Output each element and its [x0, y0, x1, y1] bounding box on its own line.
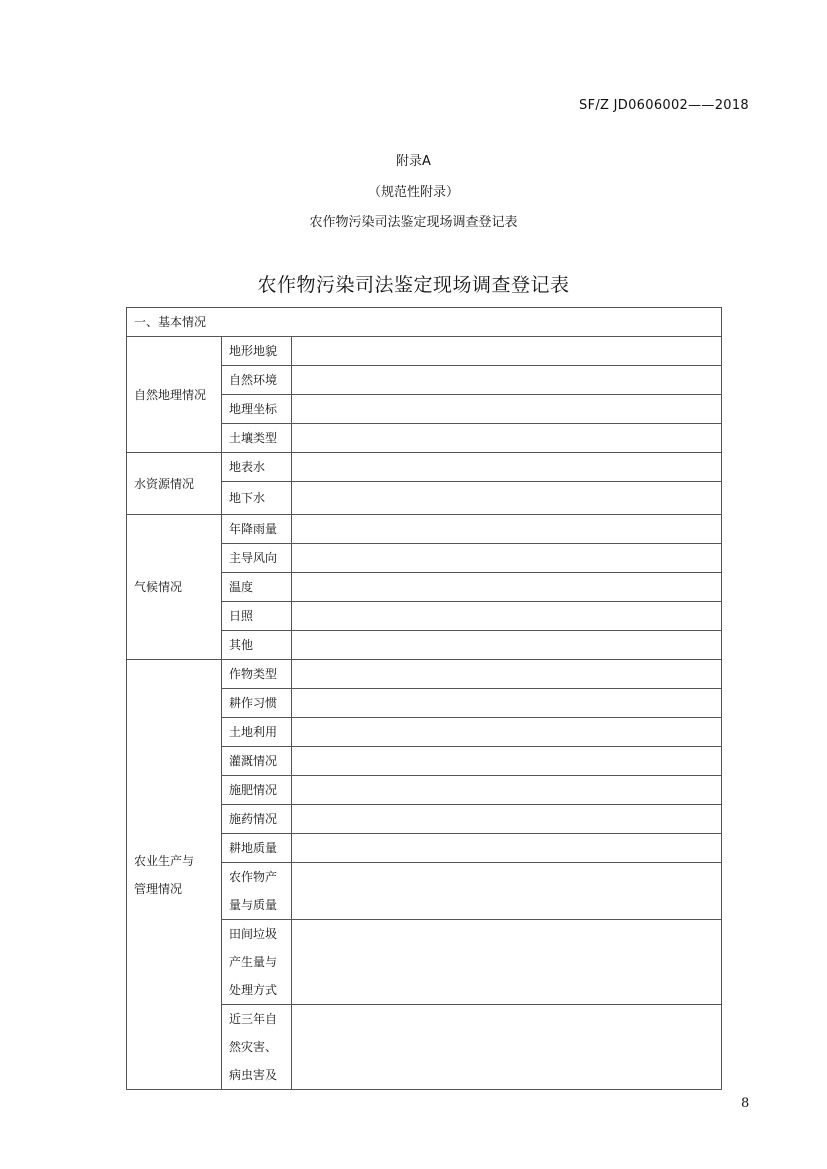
item-line: 量与质量	[229, 898, 278, 912]
item-label: 土壤类型	[222, 424, 292, 453]
value-field-annual-rainfall[interactable]	[292, 515, 722, 544]
category-water-resources: 水资源情况	[127, 453, 222, 515]
value-field-land-use[interactable]	[292, 718, 722, 747]
item-line: 近三年自	[229, 1012, 278, 1026]
value-field-crop-type[interactable]	[292, 660, 722, 689]
item-label: 地下水	[222, 482, 292, 515]
category-natural-geography: 自然地理情况	[127, 337, 222, 453]
item-line: 农作物产	[229, 870, 278, 884]
value-field-groundwater[interactable]	[292, 482, 722, 515]
item-label: 灌溉情况	[222, 747, 292, 776]
document-code: SF/Z JD0606002——2018	[579, 98, 749, 113]
registration-form-table	[126, 307, 722, 1090]
table-row	[127, 337, 722, 366]
item-label: 其他	[222, 631, 292, 660]
appendix-type: （规范性附录）	[367, 185, 459, 200]
table-row	[127, 453, 722, 482]
item-label: 主导风向	[222, 544, 292, 573]
item-label: 地形地貌	[222, 337, 292, 366]
item-label: 耕作习惯	[222, 689, 292, 718]
value-field-climate-other[interactable]	[292, 631, 722, 660]
appendix-title: 附录A	[396, 154, 431, 169]
value-field-prevailing-wind[interactable]	[292, 544, 722, 573]
item-line: 产生量与	[229, 955, 278, 969]
category-line: 管理情况	[134, 881, 183, 896]
value-field-disasters-pests[interactable]	[292, 1005, 722, 1090]
value-field-irrigation[interactable]	[292, 747, 722, 776]
item-label: 作物类型	[222, 660, 292, 689]
item-line: 然灾害、	[229, 1040, 278, 1054]
value-field-sunshine[interactable]	[292, 602, 722, 631]
item-label: 土地利用	[222, 718, 292, 747]
value-field-temperature[interactable]	[292, 573, 722, 602]
item-label: 年降雨量	[222, 515, 292, 544]
section-header: 一、基本情况	[127, 308, 722, 337]
table-row	[127, 660, 722, 689]
item-label: 施肥情况	[222, 776, 292, 805]
item-label: 温度	[222, 573, 292, 602]
form-title: 农作物污染司法鉴定现场调查登记表	[257, 274, 570, 296]
section-header-row	[127, 308, 722, 337]
item-line: 处理方式	[229, 983, 278, 997]
item-label-multiline	[222, 920, 292, 1005]
value-field-farming-habits[interactable]	[292, 689, 722, 718]
category-line: 农业生产与	[134, 853, 195, 868]
item-line: 病虫害及	[229, 1068, 278, 1082]
value-field-landform[interactable]	[292, 337, 722, 366]
value-field-soil-type[interactable]	[292, 424, 722, 453]
category-climate: 气候情况	[127, 515, 222, 660]
value-field-crop-yield-quality[interactable]	[292, 863, 722, 920]
item-label-multiline	[222, 863, 292, 920]
appendix-name: 农作物污染司法鉴定现场调查登记表	[309, 215, 518, 230]
value-field-natural-environment[interactable]	[292, 366, 722, 395]
item-label: 自然环境	[222, 366, 292, 395]
table-row	[127, 515, 722, 544]
category-agricultural-production	[127, 660, 222, 1090]
item-label: 日照	[222, 602, 292, 631]
value-field-fertilization[interactable]	[292, 776, 722, 805]
item-label: 地理坐标	[222, 395, 292, 424]
item-line: 田间垃圾	[229, 927, 278, 941]
value-field-pesticide-use[interactable]	[292, 805, 722, 834]
item-label-multiline	[222, 1005, 292, 1090]
item-label: 施药情况	[222, 805, 292, 834]
value-field-surface-water[interactable]	[292, 453, 722, 482]
value-field-farmland-quality[interactable]	[292, 834, 722, 863]
item-label: 地表水	[222, 453, 292, 482]
page-number: 8	[741, 1096, 750, 1111]
item-label: 耕地质量	[222, 834, 292, 863]
value-field-coordinates[interactable]	[292, 395, 722, 424]
value-field-field-waste[interactable]	[292, 920, 722, 1005]
